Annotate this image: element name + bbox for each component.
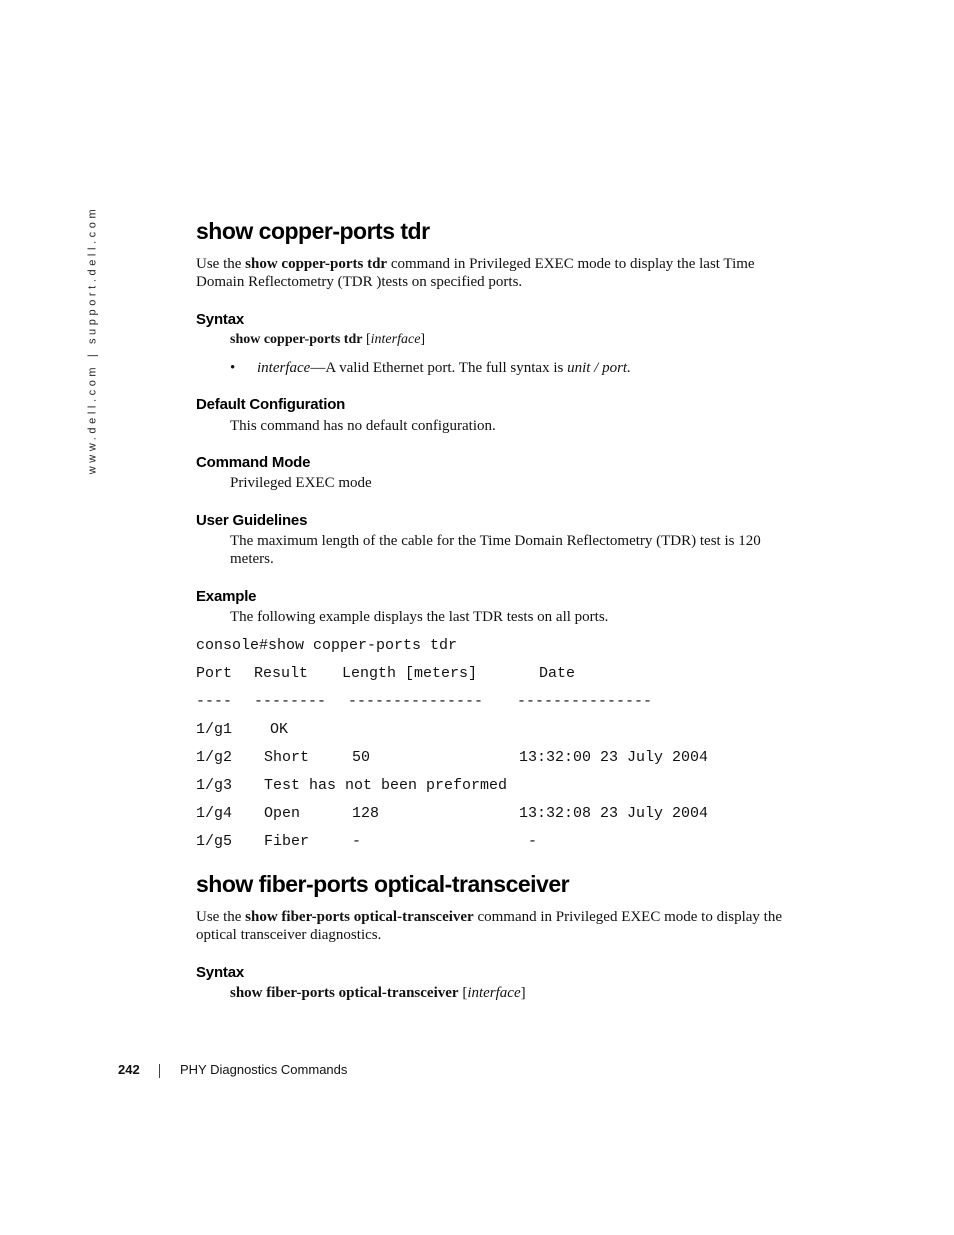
syntax-heading: Syntax <box>196 964 244 981</box>
user-guidelines-heading: User Guidelines <box>196 512 308 529</box>
table-header-row <box>196 665 756 683</box>
table-separator-row: ---- -------- --------------- --------------- <box>196 693 653 710</box>
side-url-text: www.dell.com | support.dell.com <box>86 205 98 475</box>
table-row: 1/g1 OK <box>196 721 289 738</box>
default-config-heading: Default Configuration <box>196 396 346 413</box>
column-header-port: Port <box>196 665 233 682</box>
command-name: show fiber-ports optical-transceiver <box>245 909 474 925</box>
footer-divider <box>159 1064 160 1078</box>
section-title-fiber-ports: show fiber-ports optical-transceiver <box>196 871 570 897</box>
column-header-result: Result <box>254 665 309 682</box>
section1-intro: Use the show copper-ports tdr command in Privileged EXEC mode to display the last Time Domain Reflectometry (TDR )tests on specified ports. <box>196 256 755 290</box>
side-url <box>84 205 100 475</box>
command-name: show copper-ports tdr <box>245 256 388 272</box>
column-header-length: Length [meters] <box>342 665 478 682</box>
example-text: The following example displays the last TDR tests on all ports. <box>230 609 609 625</box>
chapter-title: PHY Diagnostics Commands <box>180 1062 348 1077</box>
table-row: 1/g4 Open 128 13:32:08 23 July 2004 <box>196 805 709 822</box>
default-config-text: This command has no default configuration. <box>230 418 496 434</box>
section2-intro: Use the show fiber-ports optical-transceiver command in Privileged EXEC mode to display the optical transceiver diagnostics. <box>196 909 783 943</box>
command-mode-heading: Command Mode <box>196 454 311 471</box>
table-row: 1/g5 Fiber - - <box>196 833 538 850</box>
section-title-copper-ports: show copper-ports tdr <box>196 218 430 244</box>
syntax-line: show fiber-ports optical-transceiver [interface] <box>230 985 526 1001</box>
column-header-date: Date <box>539 665 576 682</box>
user-guidelines-text: The maximum length of the cable for the Time Domain Reflectometry (TDR) test is 120 meters. <box>230 533 761 567</box>
bullet-icon: • <box>230 360 236 376</box>
page-number: 242 <box>118 1062 140 1077</box>
table-row: 1/g2 Short 50 13:32:00 23 July 2004 <box>196 749 709 766</box>
syntax-line: show copper-ports tdr [interface] <box>230 332 426 347</box>
example-heading: Example <box>196 588 257 605</box>
table-row: 1/g3 Test has not been preformed <box>196 777 508 794</box>
console-command: console#show copper-ports tdr <box>196 637 458 654</box>
command-mode-text: Privileged EXEC mode <box>230 475 372 491</box>
syntax-heading: Syntax <box>196 311 244 328</box>
